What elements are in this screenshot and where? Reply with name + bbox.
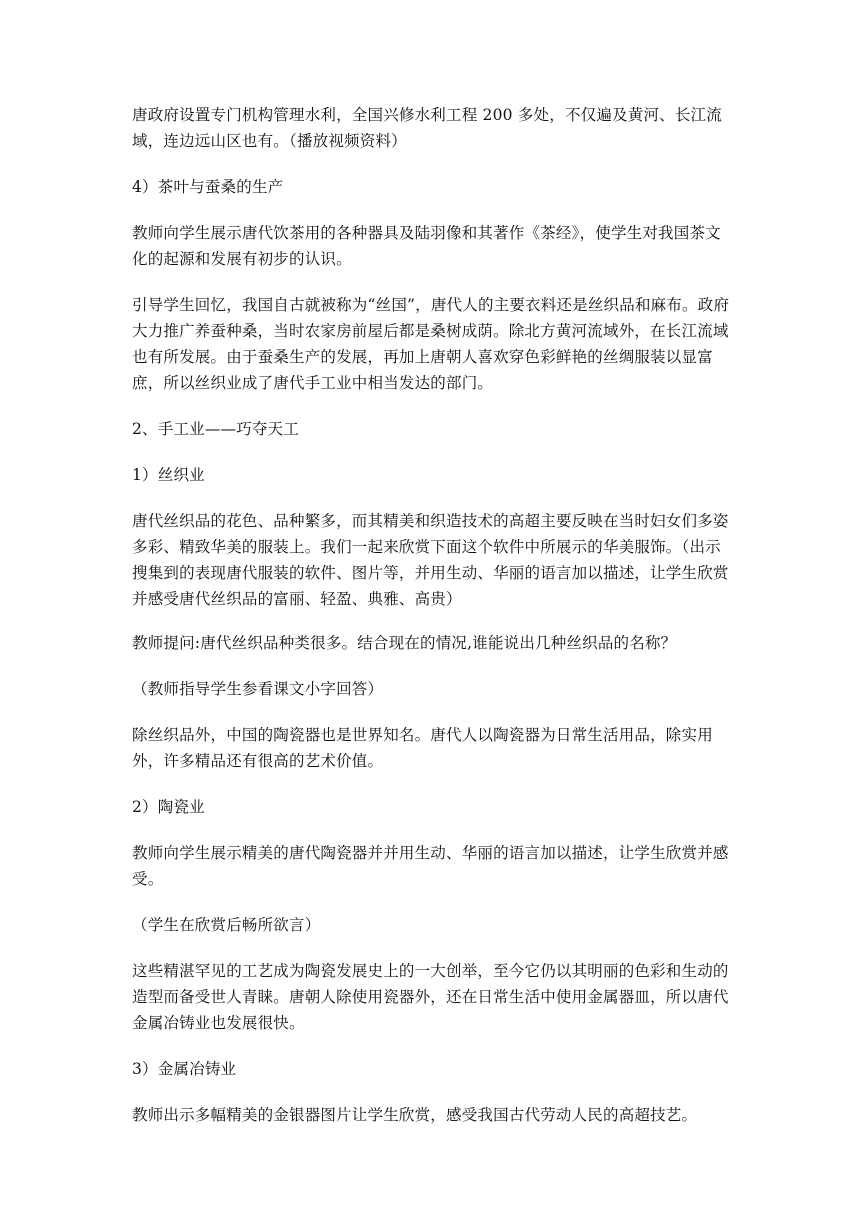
heading-metal-casting: 3）金属冶铸业 <box>132 1060 237 1078</box>
paragraph-ceramics-display: 教师向学生展示精美的唐代陶瓷器并并用生动、华丽的语言加以描述，让学生欣赏并感受。 <box>132 844 729 888</box>
paragraph-gold-silver: 教师出示多幅精美的金银器图片让学生欣赏，感受我国古代劳动人民的高超技艺。 <box>132 1106 698 1124</box>
paragraph-students-discuss: （学生在欣赏后畅所欲言） <box>132 916 321 934</box>
paragraph-water-conservancy: 唐政府设置专门机构管理水利，全国兴修水利工程 200 多处，不仅遍及黄河、长江流域，连边远山区也有。（播放视频资料） <box>132 106 722 150</box>
paragraph-teacher-question: 教师提问:唐代丝织品种类很多。结合现在的情况,谁能说出几种丝织品的名称？ <box>132 634 677 652</box>
paragraph-ceramics-achievement: 这些精湛罕见的工艺成为陶瓷发展史上的一大创举，至今它仍以其明丽的色彩和生动的造型而备受世人青睐。唐朝人除使用瓷器外，还在日常生活中使用金属器皿，所以唐代金属冶铸业也发展很快。 <box>132 962 729 1032</box>
paragraph-silk-country: 引导学生回忆，我国自古就被称为“丝国”，唐代人的主要衣料还是丝织品和麻布。政府大力推广养蚕种桑，当时农家房前屋后都是桑树成荫。除北方黄河流域外，在长江流域也有所发展。由于蚕桑生产的发展，再加上唐朝人喜欢穿色彩鲜艳的丝绸服装以显富庶，所以丝织业成了唐代手工业中相当发达的部门。 <box>132 296 730 392</box>
document-page <box>132 102 732 1148</box>
heading-handicraft: 2、手工业——巧夺天工 <box>132 420 300 438</box>
heading-ceramics: 2）陶瓷业 <box>132 798 205 816</box>
heading-tea-and-silk: 4）茶叶与蚕桑的生产 <box>132 178 284 196</box>
paragraph-ceramics-intro: 除丝织品外，中国的陶瓷器也是世界知名。唐代人以陶瓷器为日常生活用品，除实用外，许多精品还有很高的艺术价值。 <box>132 726 713 770</box>
heading-silk-industry: 1）丝织业 <box>132 466 205 484</box>
paragraph-tea-culture: 教师向学生展示唐代饮茶用的各种器具及陆羽像和其著作《茶经》，使学生对我国茶文化的起源和发展有初步的认识。 <box>132 224 721 268</box>
paragraph-teacher-guidance: （教师指导学生参看课文小字回答） <box>132 680 384 698</box>
paragraph-silk-products: 唐代丝织品的花色、品种繁多，而其精美和织造技术的高超主要反映在当时妇女们多姿多彩、精致华美的服装上。我们一起来欣赏下面这个软件中所展示的华美服饰。（出示搜集到的表现唐代服装的软件、图片等，并用生动、华丽的语言加以描述，让学生欣赏并感受唐代丝织品的富丽、轻盈、典雅、高贵） <box>132 512 729 608</box>
